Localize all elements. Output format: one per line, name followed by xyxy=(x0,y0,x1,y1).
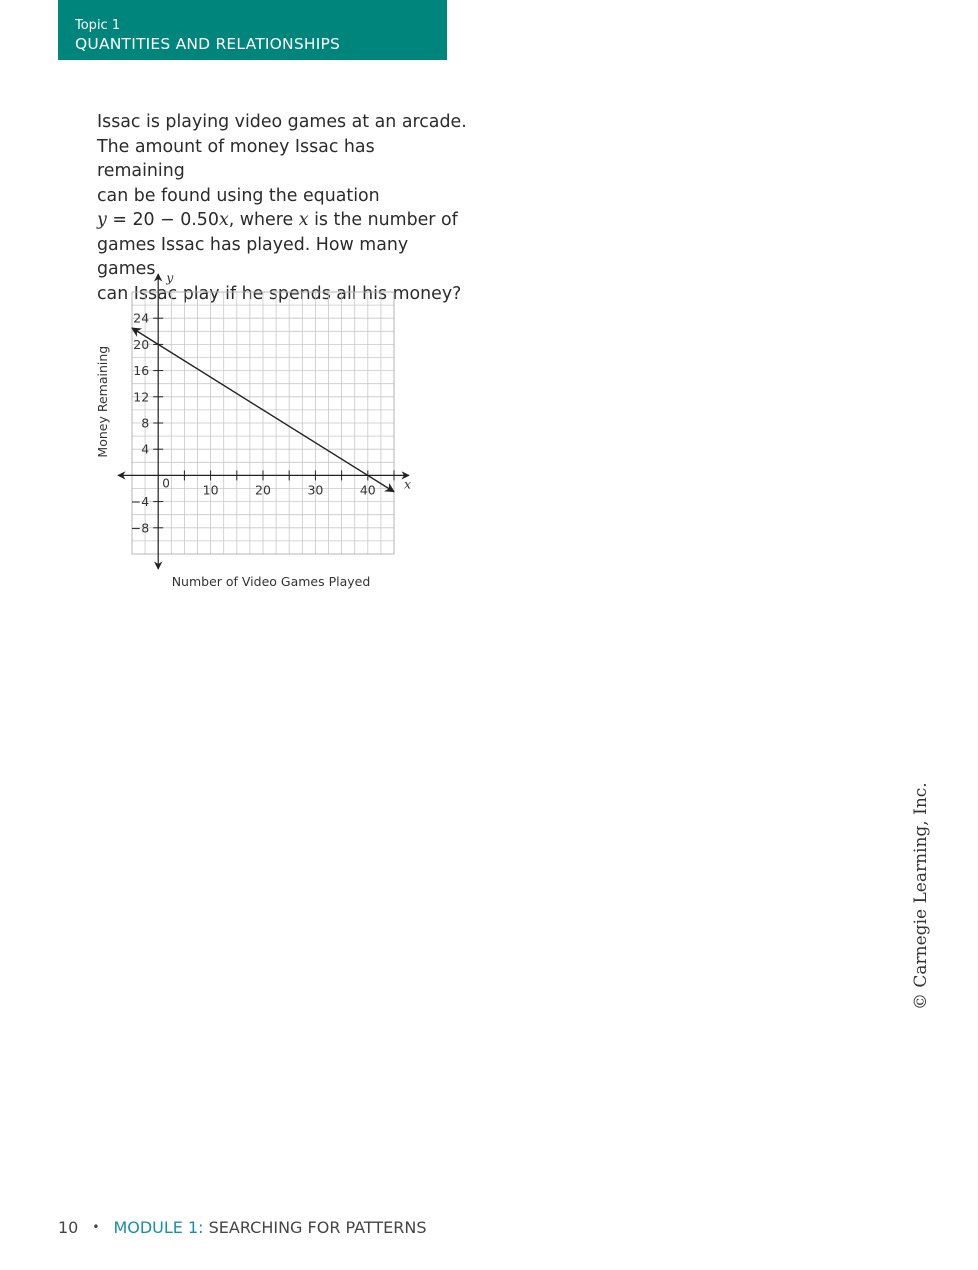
x-tick-label: 20 xyxy=(255,482,271,498)
equation-where: , where xyxy=(228,210,299,230)
module-label: MODULE 1: xyxy=(113,1218,204,1237)
problem-line: can be found using the equation xyxy=(97,185,380,206)
page-footer xyxy=(58,1218,426,1237)
problem-line: Issac is playing video games at an arcade. xyxy=(97,112,467,132)
y-tick-label: 24 xyxy=(133,310,150,326)
x-tick-label: 40 xyxy=(359,482,376,498)
equation-x-variable: x xyxy=(298,210,309,230)
y-axis-title: Money Remaining xyxy=(95,345,110,458)
equation-y: y xyxy=(97,210,107,230)
x-axis-letter: x xyxy=(404,476,412,492)
module-title: SEARCHING FOR PATTERNS xyxy=(203,1218,427,1237)
problem-line: games Issac has played. How many games xyxy=(97,234,409,279)
y-tick-label: 4 xyxy=(141,441,150,457)
origin-label: 0 xyxy=(162,476,170,491)
equation-x: x xyxy=(218,210,229,230)
topic-banner xyxy=(58,0,447,60)
equation-body: = 20 − 0.50 xyxy=(106,210,219,230)
y-tick-label: 20 xyxy=(133,336,150,352)
topic-title: QUANTITIES AND RELATIONSHIPS xyxy=(75,35,341,53)
copyright-notice: © Carnegie Learning, Inc. xyxy=(911,782,931,1010)
x-tick-label: 30 xyxy=(307,482,324,498)
x-tick-label: 10 xyxy=(202,482,219,498)
y-tick-label: 12 xyxy=(133,389,150,405)
x-axis-title: Number of Video Games Played xyxy=(171,574,371,589)
equation-line xyxy=(97,208,467,233)
y-tick-label: −4 xyxy=(130,494,150,510)
y-tick-label: −8 xyxy=(130,520,150,536)
topic-label: Topic 1 xyxy=(75,18,121,33)
footer-bullet: • xyxy=(92,1220,100,1234)
page-number: 10 xyxy=(58,1218,79,1237)
problem-line: The amount of money Issac has remaining xyxy=(97,136,375,181)
y-tick-label: 8 xyxy=(141,415,150,431)
y-axis-letter: y xyxy=(166,270,174,285)
problem-line: can Issac play if he spends all his money? xyxy=(97,283,462,304)
equation-tail: is the number of xyxy=(308,210,458,230)
y-tick-label: 16 xyxy=(133,363,150,379)
line-graph xyxy=(90,268,420,598)
